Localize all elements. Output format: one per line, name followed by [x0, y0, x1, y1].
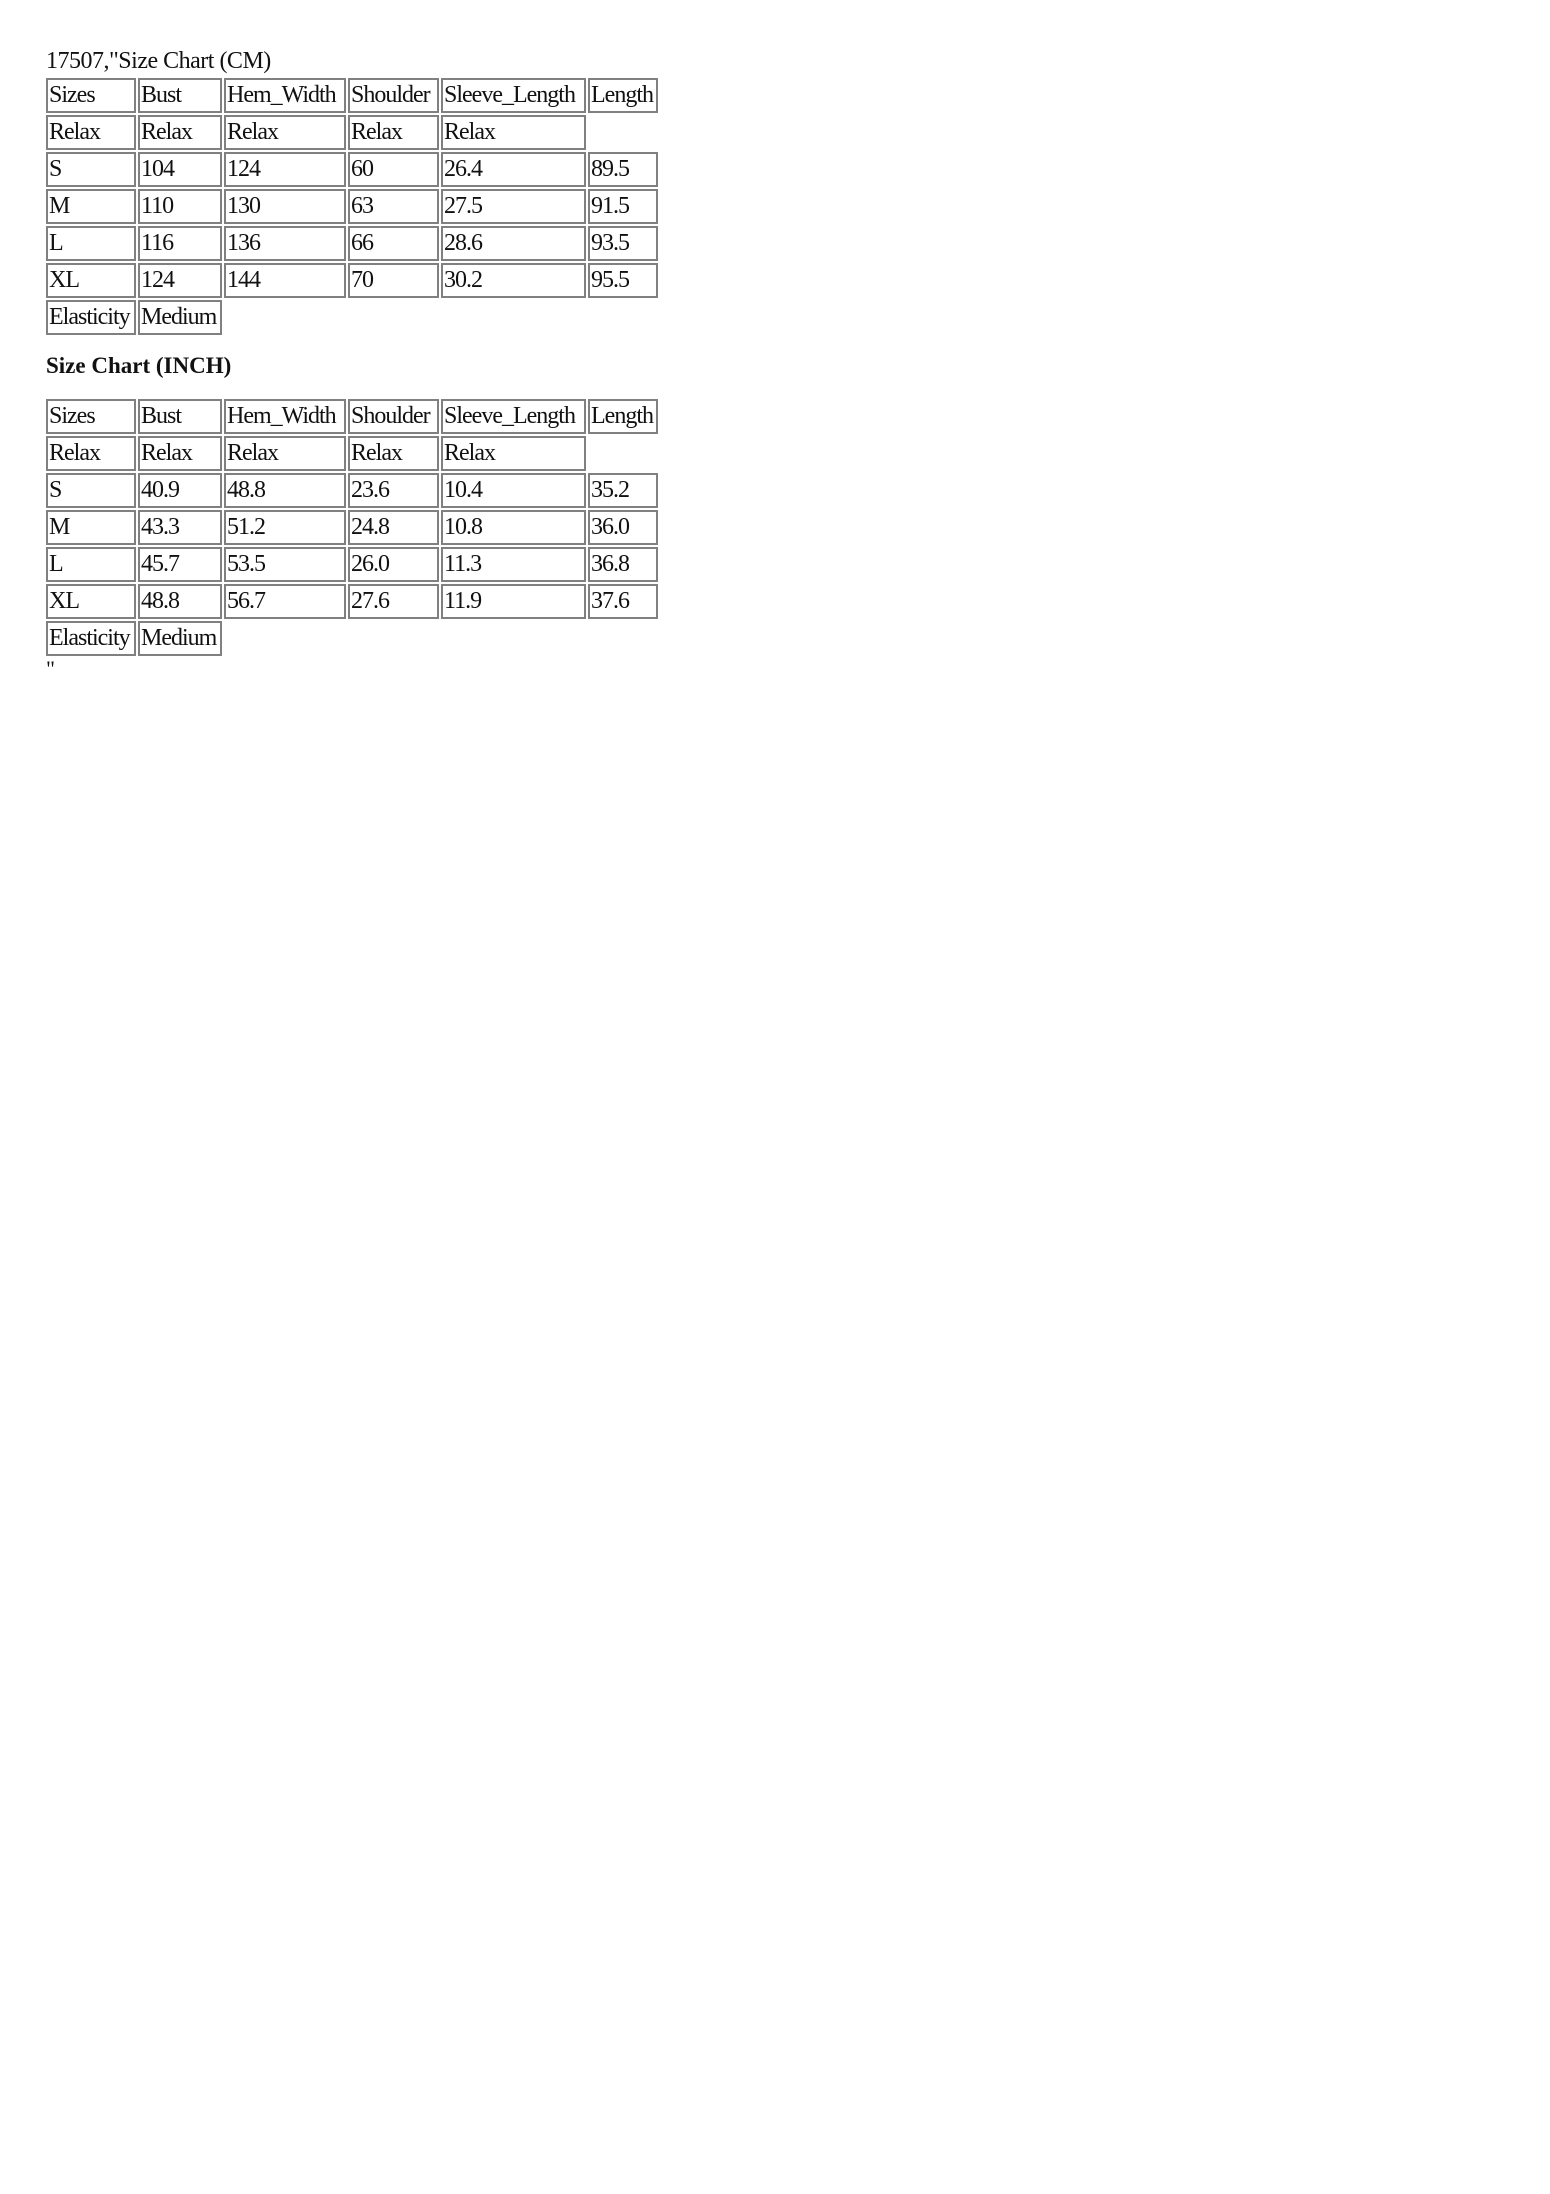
size-cell: M	[46, 510, 136, 545]
elasticity-row	[46, 621, 658, 656]
cm-chart-heading: 17507,"Size Chart (CM)	[46, 48, 271, 74]
table-row	[46, 547, 658, 582]
empty-cell	[441, 300, 586, 335]
relax-cell: Relax	[224, 436, 346, 471]
value-cell: 11.3	[441, 547, 586, 582]
empty-cell	[224, 300, 346, 335]
value-cell: 35.2	[588, 473, 658, 508]
relax-cell: Relax	[348, 115, 439, 150]
value-cell: 136	[224, 226, 346, 261]
header-cell: Hem_Width	[224, 78, 346, 113]
value-cell: 93.5	[588, 226, 658, 261]
value-cell: 11.9	[441, 584, 586, 619]
empty-cell	[348, 300, 439, 335]
elasticity-label-cell: Elasticity	[46, 621, 136, 656]
relax-cell: Relax	[138, 436, 222, 471]
value-cell: 124	[138, 263, 222, 298]
value-cell: 48.8	[224, 473, 346, 508]
cm-size-table	[44, 76, 660, 337]
value-cell: 26.0	[348, 547, 439, 582]
header-cell: Bust	[138, 78, 222, 113]
value-cell: 27.5	[441, 189, 586, 224]
header-cell: Hem_Width	[224, 399, 346, 434]
size-cell: L	[46, 547, 136, 582]
relax-row	[46, 436, 658, 471]
closing-quote-mark: "	[46, 656, 55, 681]
value-cell: 40.9	[138, 473, 222, 508]
value-cell: 63	[348, 189, 439, 224]
header-cell: Shoulder	[348, 78, 439, 113]
header-cell: Length	[588, 399, 658, 434]
value-cell: 10.8	[441, 510, 586, 545]
elasticity-label-cell: Elasticity	[46, 300, 136, 335]
relax-cell: Relax	[348, 436, 439, 471]
value-cell: 26.4	[441, 152, 586, 187]
value-cell: 95.5	[588, 263, 658, 298]
relax-cell: Relax	[138, 115, 222, 150]
table-header-row	[46, 399, 658, 434]
header-cell: Length	[588, 78, 658, 113]
header-cell: Bust	[138, 399, 222, 434]
value-cell: 144	[224, 263, 346, 298]
table-row	[46, 584, 658, 619]
size-cell: M	[46, 189, 136, 224]
header-cell: Sleeve_Length	[441, 399, 586, 434]
value-cell: 89.5	[588, 152, 658, 187]
size-cell: S	[46, 152, 136, 187]
value-cell: 23.6	[348, 473, 439, 508]
value-cell: 130	[224, 189, 346, 224]
empty-cell	[588, 300, 658, 335]
value-cell: 48.8	[138, 584, 222, 619]
relax-cell: Relax	[46, 436, 136, 471]
empty-cell	[588, 436, 658, 471]
empty-cell	[588, 115, 658, 150]
table-row	[46, 152, 658, 187]
table-row	[46, 473, 658, 508]
value-cell: 45.7	[138, 547, 222, 582]
value-cell: 56.7	[224, 584, 346, 619]
value-cell: 91.5	[588, 189, 658, 224]
document-page	[46, 46, 1046, 680]
value-cell: 24.8	[348, 510, 439, 545]
value-cell: 124	[224, 152, 346, 187]
table-row	[46, 226, 658, 261]
value-cell: 37.6	[588, 584, 658, 619]
value-cell: 116	[138, 226, 222, 261]
size-cell: L	[46, 226, 136, 261]
value-cell: 10.4	[441, 473, 586, 508]
relax-cell: Relax	[441, 115, 586, 150]
value-cell: 53.5	[224, 547, 346, 582]
table-row	[46, 263, 658, 298]
empty-cell	[348, 621, 439, 656]
relax-cell: Relax	[224, 115, 346, 150]
value-cell: 43.3	[138, 510, 222, 545]
size-cell: XL	[46, 584, 136, 619]
value-cell: 70	[348, 263, 439, 298]
relax-cell: Relax	[441, 436, 586, 471]
table-header-row	[46, 78, 658, 113]
size-cell: XL	[46, 263, 136, 298]
header-cell: Sizes	[46, 78, 136, 113]
relax-cell: Relax	[46, 115, 136, 150]
inch-size-table	[44, 397, 660, 658]
table-row	[46, 189, 658, 224]
relax-row	[46, 115, 658, 150]
value-cell: 36.0	[588, 510, 658, 545]
empty-cell	[441, 621, 586, 656]
inch-chart-title: Size Chart (INCH)	[46, 353, 232, 378]
value-cell: 36.8	[588, 547, 658, 582]
value-cell: 51.2	[224, 510, 346, 545]
elasticity-value-cell: Medium	[138, 300, 222, 335]
header-cell: Sizes	[46, 399, 136, 434]
header-cell: Sleeve_Length	[441, 78, 586, 113]
value-cell: 104	[138, 152, 222, 187]
value-cell: 30.2	[441, 263, 586, 298]
value-cell: 60	[348, 152, 439, 187]
empty-cell	[588, 621, 658, 656]
size-cell: S	[46, 473, 136, 508]
table-row	[46, 510, 658, 545]
elasticity-row	[46, 300, 658, 335]
value-cell: 66	[348, 226, 439, 261]
header-cell: Shoulder	[348, 399, 439, 434]
value-cell: 27.6	[348, 584, 439, 619]
value-cell: 28.6	[441, 226, 586, 261]
empty-cell	[224, 621, 346, 656]
value-cell: 110	[138, 189, 222, 224]
elasticity-value-cell: Medium	[138, 621, 222, 656]
